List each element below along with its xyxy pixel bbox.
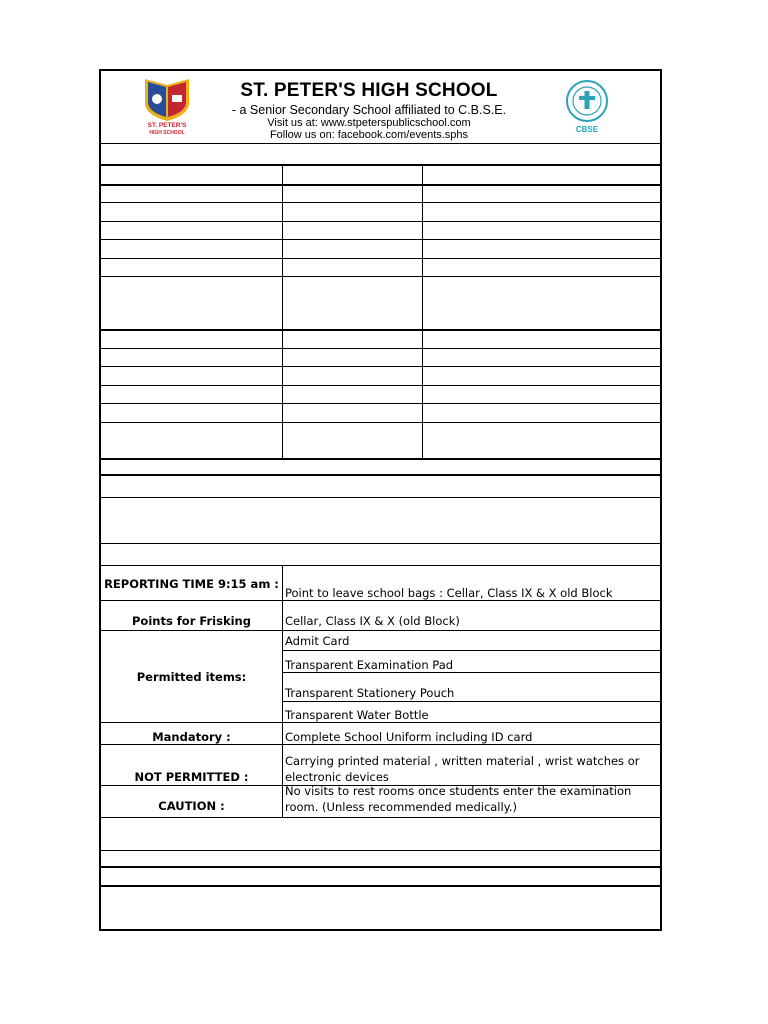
grid-line xyxy=(282,164,283,458)
grid-line xyxy=(101,422,660,423)
permitted-item: Admit Card xyxy=(285,634,350,648)
grid-line xyxy=(101,276,660,277)
grid-line xyxy=(101,565,660,566)
grid-line xyxy=(101,239,660,240)
grid-line xyxy=(101,385,660,386)
grid-line xyxy=(101,850,660,851)
school-affiliation: - a Senior Secondary School affiliated to C.B.S.E. xyxy=(231,103,507,117)
school-header xyxy=(101,71,660,143)
frisking-label: Points for Frisking xyxy=(132,614,251,628)
grid-line xyxy=(101,458,660,460)
grid-line xyxy=(422,164,423,458)
grid-line xyxy=(101,403,660,404)
grid-line xyxy=(282,701,660,702)
grid-line xyxy=(101,184,660,186)
grid-line xyxy=(101,348,660,349)
exam-instructions-sheet xyxy=(99,69,662,931)
permitted-items-label: Permitted items: xyxy=(136,670,247,684)
grid-line xyxy=(101,722,660,723)
not-permitted-label: NOT PERMITTED : xyxy=(134,770,249,784)
svg-text:HIGH SCHOOL: HIGH SCHOOL xyxy=(149,130,185,136)
cbse-logo-label: CBSE xyxy=(575,125,599,134)
grid-line xyxy=(101,630,660,631)
grid-line xyxy=(101,366,660,367)
grid-line xyxy=(282,650,660,651)
cbse-logo xyxy=(556,77,618,135)
school-name: ST. PETER'S HIGH SCHOOL xyxy=(240,80,498,101)
mandatory-label: Mandatory : xyxy=(152,730,231,744)
caution-label: CAUTION : xyxy=(158,799,225,813)
grid-line xyxy=(101,474,660,476)
permitted-item: Transparent Stationery Pouch xyxy=(285,686,455,700)
grid-line xyxy=(101,885,660,887)
grid-line xyxy=(101,817,660,818)
permitted-item: Transparent Examination Pad xyxy=(285,658,454,672)
not-permitted-value: Carrying printed material , written material , wrist watches or electronic devices xyxy=(285,754,640,784)
grid-line xyxy=(282,672,660,673)
svg-text:ST. PETER'S: ST. PETER'S xyxy=(147,122,187,129)
grid-line xyxy=(101,164,660,166)
grid-line xyxy=(101,202,660,203)
reporting-time-value: Point to leave school bags : Cellar, Class IX & X old Block xyxy=(285,586,613,600)
grid-line xyxy=(101,258,660,259)
permitted-item: Transparent Water Bottle xyxy=(285,708,429,722)
grid-line xyxy=(101,600,660,601)
grid-line xyxy=(101,543,660,544)
grid-line xyxy=(282,565,283,817)
grid-line xyxy=(101,221,660,222)
grid-line xyxy=(101,497,660,498)
grid-line xyxy=(101,329,660,331)
mandatory-value: Complete School Uniform including ID card xyxy=(285,730,533,744)
caution-value: No visits to rest rooms once students enter the examination room. (Unless recommended medically.) xyxy=(285,784,632,814)
reporting-time-label: REPORTING TIME 9:15 am : xyxy=(104,577,279,591)
grid-line xyxy=(101,143,660,144)
grid-line xyxy=(101,866,660,868)
school-facebook: Follow us on: facebook.com/events.sphs xyxy=(269,129,469,141)
frisking-value: Cellar, Class IX & X (old Block) xyxy=(285,614,460,628)
grid-line xyxy=(101,744,660,745)
school-website: Visit us at: www.stpeterspublicschool.com xyxy=(267,117,471,129)
school-crest-logo xyxy=(137,75,197,139)
